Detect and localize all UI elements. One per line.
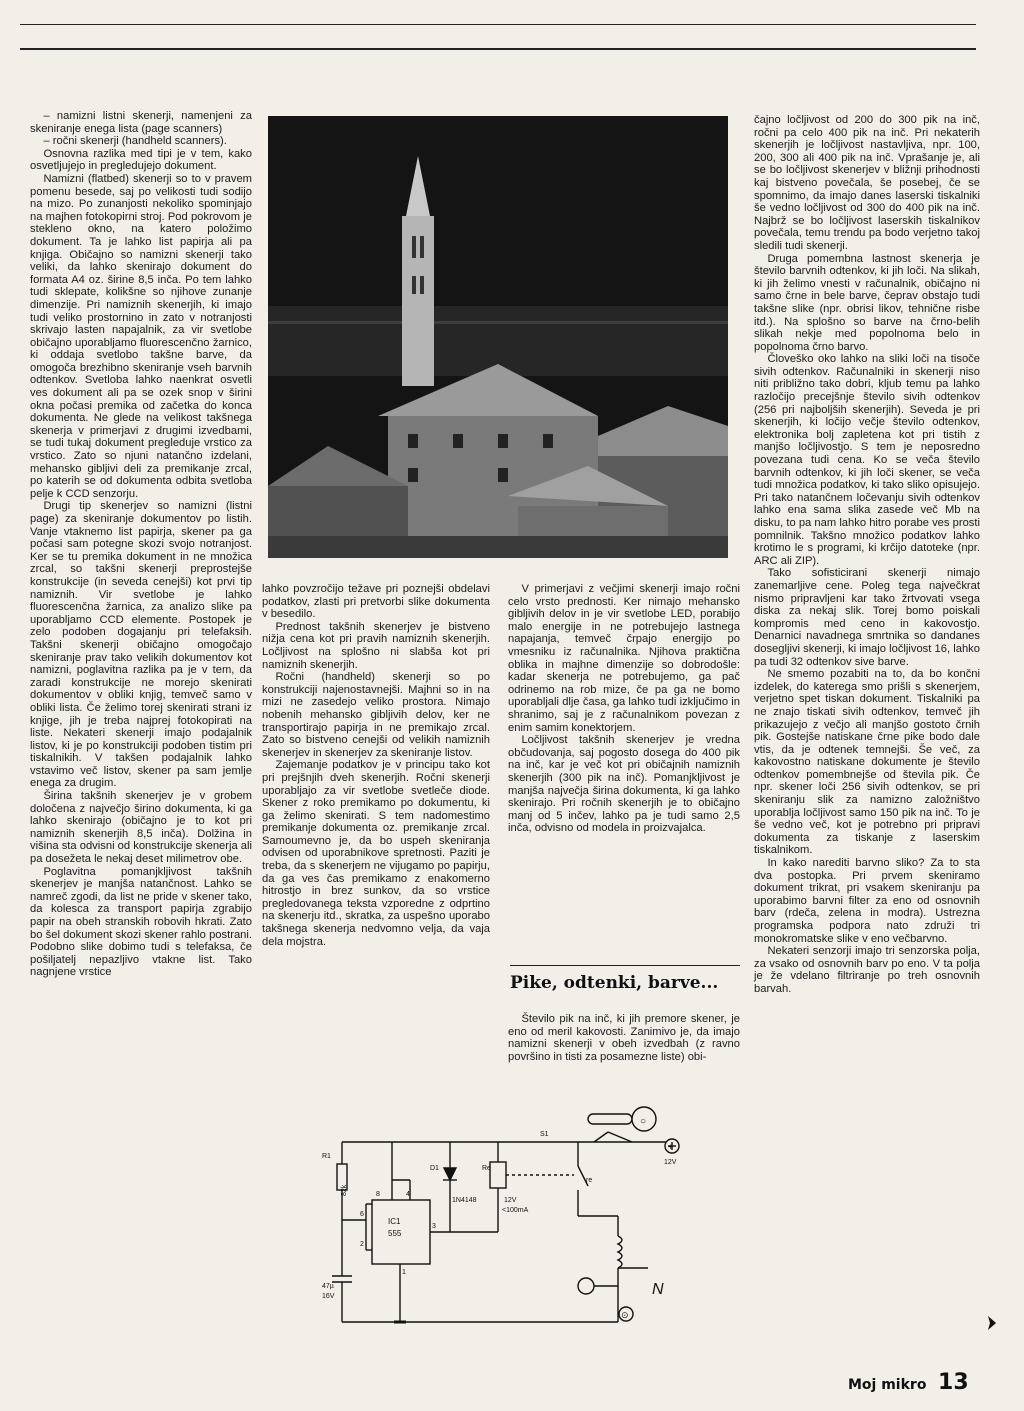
circuit-label-ic: IC1 [388,1217,401,1226]
photo-illustration [268,116,728,558]
circuit-label-pin1: 1 [402,1269,406,1276]
circuit-label-cap-value: 47µ [322,1283,334,1290]
circuit-label-re: Re [482,1165,491,1172]
paragraph: lahko povzročijo težave pri poznejši obdelavi podatkov, zlasti pri pretvorbi slike dokumenta v besedilo. [262,583,490,621]
circuit-label-supply: 12V [664,1159,677,1166]
circuit-label-plus: + [668,1142,674,1152]
key-lock-symbol: ○ [640,1116,647,1127]
paragraph: Drugi tip skenerjev so namizni (listni page) za skeniranje dokumentov po listih. Vanje vtaknemo list papirja, skener pa ga počasi sam potegne skozi svojo notranjost. Ker se tu premika dokument in ne množica zrcal, so takšni skenerji preprostejše konstrukcije (in seveda cenejši) kot prvi tip namiznih. Vir svetlobe je lahko fluorescenčna žarnica, za analizo slike pa uporabljamo CCD elemente. Postopek je zelo podoben dogajanju pri telefaksih. Takšni skenerji običajno omogočajo skeniranje prav tako velikih dokumentov kot namizni, poglavitna razlika pa je v tem, da zaradi konstrukcije ne morejo skenirati dokumentov v obliki knjig, temveč samo v obliki lista. Če želimo torej skenirati strani iz knjige, jih je treba najprej fotokopirati na liste. Nekateri skenerji imajo podajalnik listov, ki je po konstrukciji podoben tistim pri tiskalnikih. V takšen podajalnik lahko vstavimo več listov, skener pa sam jemlje enega za drugim. [30,500,252,790]
paragraph: Ne smemo pozabiti na to, da bo končni izdelek, do katerega smo prišli s skenerjem, verjetno spet tiskan dokument. Tiskalniki pa ne znajo tiskati sivih odtenkov, temveč jih prikazujejo z večjo ali manjšo gostoto črnih pik. Gostejše natiskane črne pike bodo dale vtis, da je odtenek temnejši. Še več, za kakovostno natiskane dokumente je število odtenkov pomembnejše od števila pik. Če npr. skener loči 256 sivih odtenkov, se pri skeniranju slik za namizno založništvo uporablja ločljivost samo 150 pik na inč. To je še vedno več, kot je potrebno pri pripravi dokumenta za tiskanje z laserskim tiskalnikom. [754,668,980,857]
paragraph: Število pik na inč, ki jih premore skener, je eno od meril kakovosti. Zanimivo je, da imajo namizni skenerji v obeh izvedbah (z ravno površino in tisti za posamezne liste) obi- [508,1013,740,1063]
article-column-3 [508,583,740,835]
heading-rule [510,965,740,966]
top-rule-thick [20,48,976,50]
circuit-label-relay-current: <100mA [502,1207,529,1214]
section-heading [510,973,740,993]
circuit-label-relay-rating: 12V [504,1197,517,1204]
paragraph: V primerjavi z večjimi skenerji imajo ročni celo vrsto prednosti. Ker nimajo mehansko gibljivih delov in je vir svetlobe LED, porabijo malo energije in ne potrebujejo lastnega napajanja, temveč črpajo energijo po vmesniku iz računalnika. Njihova praktična oblika in majhne dimenzije so dobrodošle: kadar skenerja ne potrebujemo, ga pač odrinemo na rob mize, če pa ga ne bomo uporabljali dlje časa, ga lahko tudi izključimo in shranimo, saj je z računalnikom povezan z enim samim konektorjem. [508,583,740,734]
circuit-label-ic-part: 555 [388,1229,402,1238]
article-column-1 [30,110,252,979]
paragraph: Druga pomembna lastnost skenerja je število barvnih odtenkov, ki jih loči. Na slikah, ki jih želimo vnesti v računalnik, običajno ni samo črne in bele barve, čeprav obstajo tudi takšne slike (npr. obrisi likov, tehnične risbe itd.). Na splošno so barve na črno-belih slikah nekje med popolnoma belo in popolnoma črno barvo. [754,252,980,353]
page-footer [848,1370,969,1395]
circuit-label-r1-value: 82k [341,1184,348,1196]
circuit-label-d1: D1 [430,1165,439,1172]
paragraph: Ročni (handheld) skenerji so po konstrukciji najenostavnejši. Majhni so in na mizi ne zasedejo veliko prostora. Nimajo nobenih mehansko gibljivih delov, ker ne transportirajo papirja in ne premikajo zrcal. Zato so bistveno cenejši od velikih namiznih skenerjev in skenerjev za skeniranje listov. [262,671,490,759]
paragraph: Ločljivost takšnih skenerjev je vredna občudovanja, saj pogosto dosega do 400 pik na inč, kar je več kot pri običajnih namiznih skenerjih (300 pik na inč). Pomanjkljivost je manjša največja širina dokumenta, ki ga lahko skenirajo. Pri ročnih skenerjih je to običajno manj od 5 inčev, lahko pa je tudi samo 2,5 inča, odvisno od modela in proizvajalca. [508,734,740,835]
lamp-symbol: ⊙ [621,1310,629,1320]
magazine-name: Moj mikro [848,1377,927,1393]
circuit-diagram [318,1096,706,1336]
paragraph: Poglavitna pomanjkljivost takšnih skenerjev je manjša natančnost. Lahko se namreč zgodi, da list ne pride v skener tako, da kolesca za transport papirja zgrabijo papir na obeh stranskih robovih hkrati. Zato bo šel dokument skozi skener rahlo postrani. Podobno slike dobimo tudi s telefaksa, če pošiljatelj nepazljivo vtakne list. Tako nagnjene vrstice [30,865,252,979]
circuit-label-s1: S1 [540,1131,549,1138]
paragraph: čajno ločljivost od 200 do 300 pik na inč, ročni pa celo 400 pik na inč. Pri nekaterih skenerjih je ločljivost nastavljiva, npr. 100, 200, 300 ali 400 pik na inč. Vprašanje je, ali se bo ločljivost skenerjev v bližnji prihodnosti kaj bistveno povečala, še posebej, če se spomnimo, da imajo danes laserski tiskalniki še vedno ločljivost od 300 do 400 pik na inč. Najbrž se bo ločljivost laserskih tiskalnikov povečala, temu trendu pa bodo verjetno takoj sledili tudi skenerji. [754,114,980,252]
circuit-label-pin4: 4 [406,1191,410,1198]
city-photo [268,116,728,558]
circuit-label-re-contact: re [586,1177,593,1184]
continue-arrow-icon [986,1314,998,1332]
article-column-2 [262,583,490,948]
article-column-4 [754,114,980,996]
circuit-label-d1-part: 1N4148 [452,1197,477,1204]
paragraph: Tako sofisticirani skenerji nimajo zanemarljive cene. Poleg tega največkrat nismo pripravljeni kar tako žrtvovati vsega diska za nekaj slik. Torej bomo poiskali kompromis med ceno in kakovostjo. Denarnici navadnega smrtnika so dandanes dosegljivi skenerji, ki imajo ločljivost 16, lahko pa tudi 32 odtenkov sive barve. [754,567,980,668]
article-column-3-continued [508,1013,740,1063]
section-heading-text: Pike, odtenki, barve... [510,973,719,993]
paragraph: In kako narediti barvno sliko? Za to sta dva postopka. Pri prvem skeniramo dokument trikrat, pri vsakem skeniranju pa uporabimo barvni filter za eno od osnovnih barv (rdeča, zelena in modra). Ustrezna programska podpora nato združi tri monokromatske slike v eno večbarvno. [754,857,980,945]
circuit-label-r1: R1 [322,1153,331,1160]
paragraph: Zajemanje podatkov je v principu tako kot pri prejšnjih dveh skenerjih. Ročni skenerji uporabljajo za vir svetlobe svetleče diode. Skener z roko premikamo po dokumentu, ki ga želimo skenirati. S tem nadomestimo premikanje dokumenta oz. premikanje zrcal. Samoumevno je, da bo uspeh skeniranja odvisen od uporabnikove spretnosti. Paziti je treba, da s skenerjem ne vijugamo po papirju, da ga ves čas premikamo z enakomerno hitrostjo in brez sunkov, da so vrstice pregledovanega teksta vzporedne z odprtino na skenerju itd., skratka, za uspešno uporabo takšnega skenerja nedvomno velja, da vaja dela mojstra. [262,759,490,948]
paragraph: Osnovna razlika med tipi je v tem, kako osvetljujejo in pregledujejo dokument. [30,147,252,173]
paragraph: – ročni skenerji (handheld scanners). [43,135,227,148]
paragraph: Nekateri senzorji imajo tri senzorska polja, za vsako od osnovnih barv po eno. V ta polja je že vdelano filtriranje po treh osnovnih barvah. [754,945,980,995]
paragraph: Človeško oko lahko na sliki loči na tisoče sivih odtenkov. Računalniki in skenerji niso niti približno tako dobri, kljub temu pa lahko razločijo precejšnje število sivih odtenkov (256 pri najboljših skenerjih). Seveda je pri skenerjih, ki ločijo večje število odtenkov, elektronika bolj zapletena kot pri tistih z manjšo ločljivostjo. S tem je neposredno povezana tudi cena. Ko se veča število barvnih odtenkov, ki jih loči skener, se veča tudi množica podatkov, ki tako sliko opisujejo. Pri tako natančnem ločevanju sivih odtenkov lahko ena sama slika zasede več Mb na disku, to pa nam lahko hitro porabe ves prosti pomnilnik. Takšno množico podatkov lahko krotimo le s programi, ki krčijo datoteke (npr. ARC ali ZIP). [754,353,980,567]
paragraph: Prednost takšnih skenerjev je bistveno nižja cena kot pri pravih namiznih skenerjih. Ločljivost na splošno ni slabša kot pri namiznih skenerjih. [262,620,490,671]
circuit-label-pin6: 6 [360,1211,364,1218]
coil-symbol: N [652,1281,664,1298]
paragraph: Namizni (flatbed) skenerji so to v pravem pomenu besede, saj po velikosti tudi sodijo na mizo. Po zunanjosti nekoliko spominjajo na majhen fotokopirni stroj. Pod pokrovom je stekleno okno, na katero položimo dokument. Ta je lahko list papirja ali pa knjiga. Običajno so namizni skenerji tako veliki, da lahko skenirajo dokument do formata A4 oz. širine 8,5 inča. Po tem lahko tudi sklepate, kolikšne so njihove zunanje dimenzije. Pri namiznih skenerjih, ki imajo tudi veliko prostornino in zato v notranjosti skrivajo lasten napajalnik, za vir svetlobe običajno uporabljamo fluorescenčno žarnico, ki oddaja svetlobo takšne barve, da omogoča brezhibno skeniranje vseh barvnih odtenkov. Svetloba lahko naenkrat osvetli ves dokument ali pa se ozek snop v širini okna počasi premika od začetka do konca dokumenta. Ne glede na velikost takšnega skenerja v primerjavi z drugimi izvedbami, se tudi tukaj dokument pregleduje vrstico za vrstico. Zato so njuni natančno izdelani, mehansko gibljivi deli za premikanje zrcal, po katerih se od dokumenta odbita svetloba pelje k CCD senzorju. [30,172,252,500]
page-number: 13 [938,1370,969,1395]
circuit-label-cap-voltage: 16V [322,1293,335,1300]
top-rule-thin [20,24,976,25]
circuit-label-pin3: 3 [432,1223,436,1230]
paragraph: Širina takšnih skenerjev je v grobem določena z največjo širino dokumenta, ki ga lahko skenirajo (običajno je to kot pri namiznih skenerjih 8,5 inča). Dolžina in višina sta odvisni od konstrukcije skenerja ali pa dosežeta le nekaj deset milimetrov obe. [30,790,252,866]
circuit-label-pin2: 2 [360,1241,364,1248]
paragraph: – namizni listni skenerji, namenjeni za skeniranje enega lista (page scanners) [30,110,252,135]
circuit-label-pin8: 8 [376,1191,380,1198]
